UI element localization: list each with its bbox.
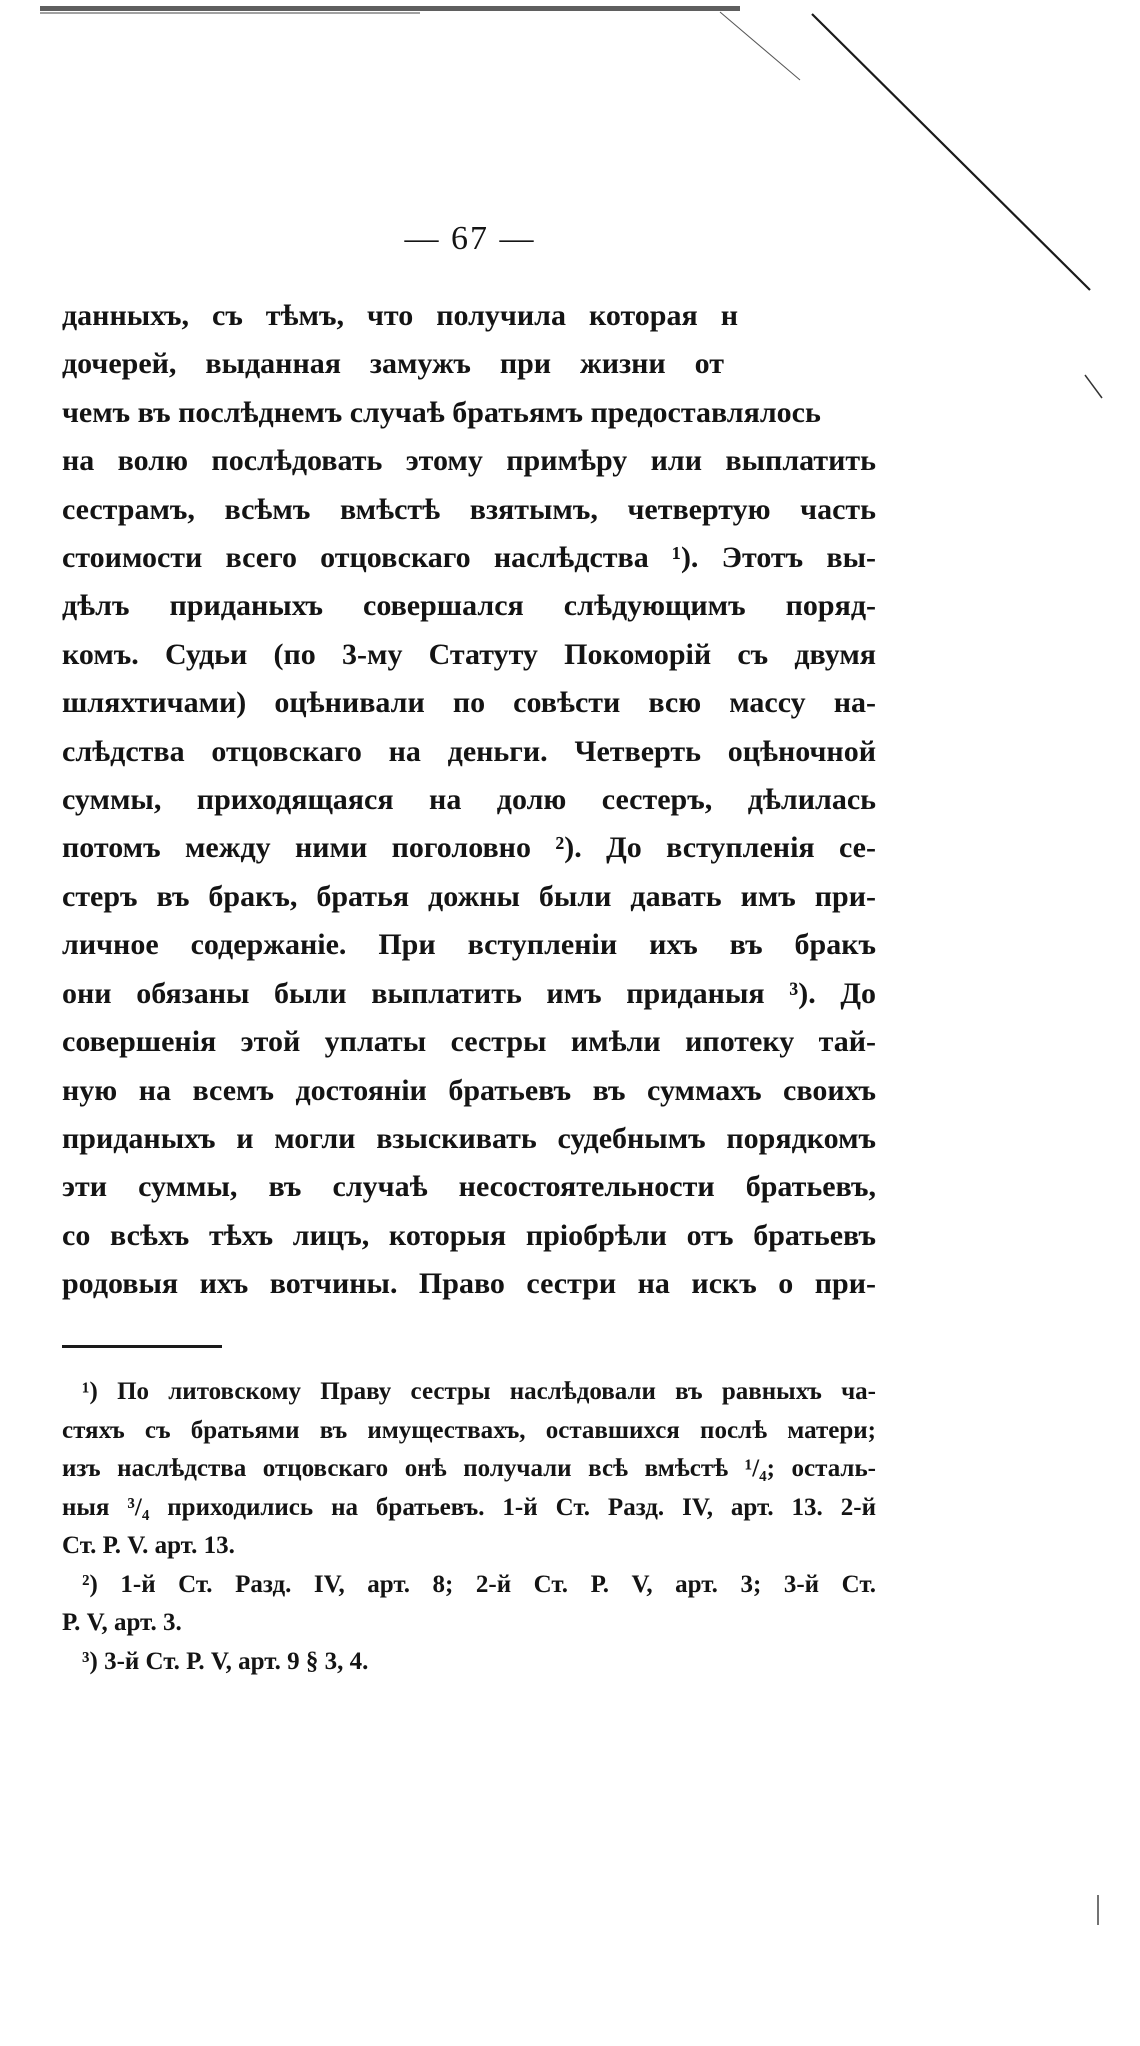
text-line: дѣлъ приданыхъ совершался слѣдующимъ поряд- [62, 589, 876, 623]
text-line: суммы, приходящаяся на долю сестеръ, дѣлилась [62, 783, 876, 817]
main-text [62, 292, 876, 1309]
footnote-line: ¹) По литовскому Праву сестры наслѣдовали въ равныхъ ча- [82, 1378, 876, 1405]
page-number: — 67 — [404, 220, 536, 257]
fold-line-lower [1085, 375, 1102, 398]
text-line: личное содержаніе. При вступленіи ихъ въ бракъ [62, 928, 876, 962]
text-line: потомъ между ними поголовно ²). До вступленія се- [62, 831, 876, 865]
text-line: сестрамъ, всѣмъ вмѣстѣ взятымъ, четвертую часть [62, 492, 876, 526]
footnote-line: ныя ³/₄ приходились на братьевъ. 1-й Ст. Разд. IV, арт. 13. 2-й [62, 1493, 876, 1521]
footnote-line: изъ наслѣдства отцовскаго онѣ получали всѣ вмѣстѣ ¹/₄; осталь- [62, 1455, 876, 1482]
text-line: приданыхъ и могли взыскивать судебнымъ порядкомъ [62, 1121, 876, 1155]
text-line: дочерей, выданная замужъ при жизни от [62, 347, 724, 381]
text-line: родовыя ихъ вотчины. Право сестри на искъ о при- [62, 1267, 876, 1301]
text-line: они обязаны были выплатить имъ приданыя ³). До [62, 976, 876, 1010]
text-line: комъ. Судьи (по 3-му Статуту Покоморій съ двумя [62, 637, 876, 671]
text-line: на волю послѣдовать этому примѣру или выплатить [62, 444, 876, 478]
footnote-line: Ст. Р. V. арт. 13. [62, 1532, 235, 1559]
text-line: чемъ въ послѣднемъ случаѣ братьямъ предоставлялось [62, 395, 821, 429]
text-line: со всѣхъ тѣхъ лицъ, которыя пріобрѣли отъ братьевъ [62, 1218, 876, 1252]
text-line: совершенія этой уплаты сестры имѣли ипотеку тай- [62, 1025, 876, 1059]
footnotes [62, 1373, 876, 1681]
scan-edge-top-faint [40, 12, 420, 14]
text-line: ную на всемъ достояніи братьевъ въ суммахъ своихъ [62, 1073, 876, 1107]
text-line: стоимости всего отцовскаго наслѣдства ¹). Этотъ вы- [62, 541, 876, 575]
footnote-line: ³) 3-й Ст. Р. V, арт. 9 § 3, 4. [82, 1647, 369, 1675]
text-line: стеръ въ бракъ, братья дожны были давать имъ при- [62, 879, 876, 913]
text-line: данныхъ, съ тѣмъ, что получила которая н [62, 299, 738, 332]
footnote-line: Р. V, арт. 3. [62, 1609, 182, 1636]
fold-line-faint [720, 12, 800, 80]
footnote-separator [62, 1345, 222, 1348]
text-line: шляхтичами) оцѣнивали по совѣсти всю массу на- [62, 686, 876, 720]
text-line: слѣдства отцовскаго на деньги. Четверть оцѣночной [62, 734, 876, 768]
text-line: эти суммы, въ случаѣ несостоятельности братьевъ, [62, 1170, 876, 1204]
scan-edge-top [40, 6, 740, 11]
footnote-line: стяхъ съ братьями въ имуществахъ, оставшихся послѣ матери; [62, 1416, 876, 1444]
footnote-line: ²) 1-й Ст. Разд. IV, арт. 8; 2-й Ст. Р. V, арт. 3; 3-й Ст. [82, 1570, 876, 1598]
